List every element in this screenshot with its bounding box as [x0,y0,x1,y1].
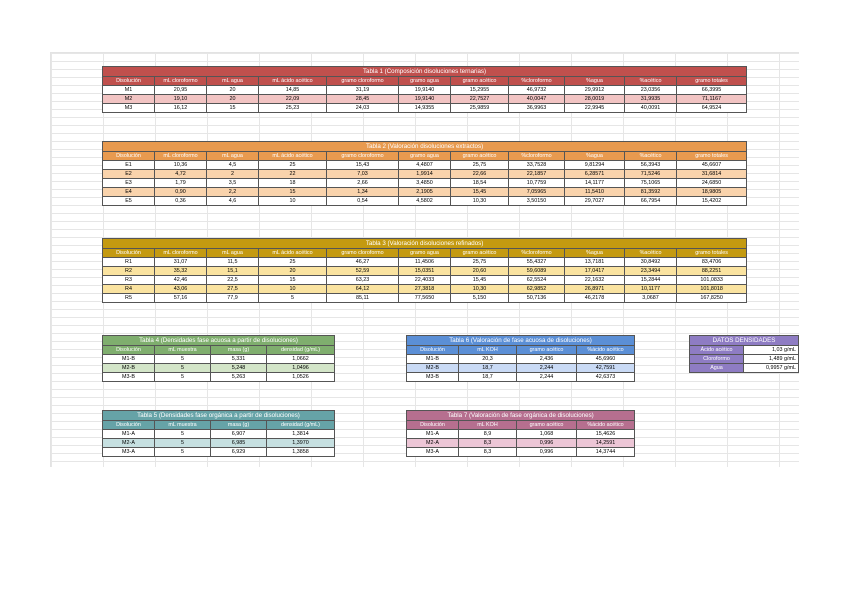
table-cell[interactable]: 2,1905 [399,188,451,197]
table-cell[interactable]: 25,75 [451,161,509,170]
table-cell[interactable]: 10,30 [451,197,509,206]
table-cell[interactable]: 1,068 [517,430,577,439]
table-row [103,294,747,303]
table-cell[interactable]: 57,16 [155,294,207,303]
table-cell[interactable]: 0,996 [517,439,577,448]
table-cell[interactable]: M1-A [103,430,155,439]
table-cell[interactable]: 25 [259,258,327,267]
table-cell[interactable]: 19,9140 [399,95,451,104]
table-cell[interactable]: M3-B [407,373,459,382]
table-cell[interactable]: 26,8971 [565,285,625,294]
t2-column-header: mL agua [207,152,259,161]
table-cell[interactable]: 20 [207,86,259,95]
table-cell[interactable]: 11,5410 [565,188,625,197]
table-cell[interactable]: E2 [103,170,155,179]
table-cell[interactable]: 71,1167 [677,95,747,104]
table-cell[interactable]: 22 [259,170,327,179]
table-cell[interactable]: 22,4033 [399,276,451,285]
table-cell[interactable]: 31,9935 [625,95,677,104]
table-cell[interactable]: 3,5 [207,179,259,188]
table-cell[interactable]: 15 [259,188,327,197]
t3-column-header: gramo acético [451,249,509,258]
t3-column-header: gramo totales [677,249,747,258]
table-cell[interactable]: 59,6089 [509,267,565,276]
table-cell[interactable]: M3 [103,104,155,113]
table-row [407,355,635,364]
table-cell[interactable]: 28,45 [327,95,399,104]
table-row [103,161,747,170]
table-cell[interactable]: 20 [207,95,259,104]
density-label[interactable]: Ácido acético [690,346,744,355]
table-cell[interactable]: 27,3818 [399,285,451,294]
table-cell[interactable]: 16,12 [155,104,207,113]
table-row [103,104,747,113]
t3-column-header: mL cloroformo [155,249,207,258]
table-cell[interactable]: 50,7136 [509,294,565,303]
table-cell[interactable]: M3-B [103,373,155,382]
t3-column-header: %acético [625,249,677,258]
table-4-densidades-acuosa [102,335,335,382]
table-row [103,355,335,364]
table-cell[interactable]: M3-A [103,448,155,457]
table-cell[interactable]: 10,36 [155,161,207,170]
table-row [103,430,335,439]
table-cell[interactable]: 5 [155,430,211,439]
table-cell[interactable]: 3,0687 [625,294,677,303]
density-label[interactable]: Agua [690,364,744,373]
table-3-refinados [102,238,747,303]
table-cell[interactable]: 15,2955 [451,86,509,95]
table-row [103,373,335,382]
table-cell[interactable]: 22,7527 [451,95,509,104]
t6-title: Tabla 6 (Valoración de fase acuosa de disoluciones) [407,336,635,346]
density-value[interactable]: 1,03 g/mL [744,346,799,355]
table-cell[interactable]: 15,4626 [577,430,635,439]
table-cell[interactable]: 15 [207,104,259,113]
t1-column-header: Disolución [103,77,155,86]
density-value[interactable]: 1,489 g/mL [744,355,799,364]
table-cell[interactable]: 0,36 [155,197,207,206]
table-cell[interactable]: M1-B [103,355,155,364]
table-cell[interactable]: 45,6960 [577,355,635,364]
table-cell[interactable]: 2,436 [517,355,577,364]
t7-column-header: Disolución [407,421,459,430]
table-1-composicion [102,66,747,113]
table-cell[interactable]: M1 [103,86,155,95]
table-cell[interactable]: 4,6 [207,197,259,206]
t2-column-header: %acético [625,152,677,161]
t6-column-header: %ácido acético [577,346,635,355]
table-cell[interactable]: 1,34 [327,188,399,197]
table-cell[interactable]: 9,81294 [565,161,625,170]
table-cell[interactable]: 3,4850 [399,179,451,188]
table-cell[interactable]: 2,244 [517,364,577,373]
table-cell[interactable]: E5 [103,197,155,206]
table-6-valoracion-acuosa [406,335,635,382]
t1-column-header: gramo acético [451,77,509,86]
table-row [103,95,747,104]
table-row [103,364,335,373]
table-cell[interactable]: 46,9732 [509,86,565,95]
table-row [103,267,747,276]
table-cell[interactable]: 25 [259,161,327,170]
t5-title: Tabla 5 (Densidades fase orgánica a partir de disoluciones) [103,411,335,421]
table-cell[interactable]: M2-A [103,439,155,448]
table-cell[interactable]: 24,03 [327,104,399,113]
table-cell[interactable]: 5 [155,355,211,364]
table-cell[interactable]: 52,59 [327,267,399,276]
table-row [103,86,747,95]
table-cell[interactable]: 14,1177 [565,179,625,188]
table-cell[interactable]: 1,0496 [267,364,335,373]
table-cell[interactable]: 14,2591 [577,439,635,448]
table-cell[interactable]: 22,9945 [565,104,625,113]
table-cell[interactable]: 40,0091 [625,104,677,113]
table-cell[interactable]: 46,2178 [565,294,625,303]
table-cell[interactable]: 25,23 [259,104,327,113]
table-cell[interactable]: 20,60 [451,267,509,276]
t1-column-header: mL ácido acético [259,77,327,86]
t1-column-header: mL cloroformo [155,77,207,86]
table-datos-densidades [689,335,799,373]
table-cell[interactable]: 18 [259,179,327,188]
table-cell[interactable]: E1 [103,161,155,170]
table-cell[interactable]: 40,0047 [509,95,565,104]
table-row [103,258,747,267]
table-cell[interactable]: 22,09 [259,95,327,104]
table-cell[interactable]: M1-B [407,355,459,364]
table-cell[interactable]: 22,5 [207,276,259,285]
table-cell[interactable]: R1 [103,258,155,267]
table-cell[interactable]: 35,32 [155,267,207,276]
table-cell[interactable]: 8,3 [459,439,517,448]
table-cell[interactable]: 15,1 [207,267,259,276]
t1-column-header: gramo totales [677,77,747,86]
table-cell[interactable]: 5 [155,364,211,373]
table-cell[interactable]: 5,263 [211,373,267,382]
table-row [690,346,799,355]
table-row [103,276,747,285]
table-cell[interactable]: 28,0019 [565,95,625,104]
table-cell[interactable]: 6,929 [211,448,267,457]
table-cell[interactable]: 55,4327 [509,258,565,267]
table-cell[interactable]: 22,1632 [565,276,625,285]
table-cell[interactable]: 14,9355 [399,104,451,113]
t4-column-header: densidad (g/mL) [267,346,335,355]
table-cell[interactable]: 56,3943 [625,161,677,170]
table-cell[interactable]: M1-A [407,430,459,439]
table-row [407,373,635,382]
table-cell[interactable]: M2-B [407,364,459,373]
table-5-densidades-organica [102,410,335,457]
table-cell[interactable]: 36,9963 [509,104,565,113]
table-cell[interactable]: 29,7027 [565,197,625,206]
table-cell[interactable]: 4,5 [207,161,259,170]
table-cell[interactable]: 15,45 [451,188,509,197]
table-cell[interactable]: 7,03 [327,170,399,179]
table-cell[interactable]: 1,9914 [399,170,451,179]
table-cell[interactable]: 18,7 [459,373,517,382]
table-cell[interactable]: 2,66 [327,179,399,188]
table-cell[interactable]: 66,3995 [677,86,747,95]
table-cell[interactable]: 62,9852 [509,285,565,294]
t2-column-header: %cloroformo [509,152,565,161]
table-cell[interactable]: 20,3 [459,355,517,364]
table-cell[interactable]: 5,331 [211,355,267,364]
table-cell[interactable]: 3,50150 [509,197,565,206]
table-cell[interactable]: 25,9859 [451,104,509,113]
t7-column-header: mL KOH [459,421,517,430]
table-cell[interactable]: 6,907 [211,430,267,439]
table-cell[interactable]: 1,79 [155,179,207,188]
table-cell[interactable]: M2-B [103,364,155,373]
table-cell[interactable]: 17,0417 [565,267,625,276]
table-cell[interactable]: 8,9 [459,430,517,439]
table-cell[interactable]: R3 [103,276,155,285]
t2-column-header: gramo acético [451,152,509,161]
table-cell[interactable]: 85,11 [327,294,399,303]
t3-column-header: %agua [565,249,625,258]
t5-column-header: densidad (g/mL) [267,421,335,430]
table-cell[interactable]: 1,3814 [267,430,335,439]
table-cell[interactable]: 42,46 [155,276,207,285]
table-cell[interactable]: 75,1065 [625,179,677,188]
table-cell[interactable]: 6,28571 [565,170,625,179]
table-cell[interactable]: 18,54 [451,179,509,188]
t3-title: Tabla 3 (Valoración disoluciones refinados) [103,239,747,249]
table-cell[interactable]: 23,0356 [625,86,677,95]
table-cell[interactable]: 4,5802 [399,197,451,206]
table-cell[interactable]: 45,6607 [677,161,747,170]
table-row [103,448,335,457]
table-cell[interactable]: 88,2251 [677,267,747,276]
table-cell[interactable]: 20,95 [155,86,207,95]
table-cell[interactable]: 13,7181 [565,258,625,267]
t2-column-header: gramo cloroformo [327,152,399,161]
table-cell[interactable]: 31,19 [327,86,399,95]
table-row [103,188,747,197]
table-cell[interactable]: 31,6814 [677,170,747,179]
table-cell[interactable]: 5 [259,294,327,303]
t1-column-header: %agua [565,77,625,86]
table-cell[interactable]: 6,985 [211,439,267,448]
table-cell[interactable]: 64,12 [327,285,399,294]
table-row [103,285,747,294]
t4-title: Tabla 4 (Densidades fase acuosa a partir de disoluciones) [103,336,335,346]
table-row [407,439,635,448]
dens-title: DATOS DENSIDADES [690,336,799,346]
table-cell[interactable]: 2,244 [517,373,577,382]
table-cell[interactable]: M3-A [407,448,459,457]
table-cell[interactable]: 15,4202 [677,197,747,206]
table-cell[interactable]: 101,0833 [677,276,747,285]
density-label[interactable]: Cloroformo [690,355,744,364]
table-7-valoracion-organica [406,410,635,457]
t7-column-header: gramo acético [517,421,577,430]
t4-column-header: mL muestra [155,346,211,355]
table-cell[interactable]: 15,2844 [625,276,677,285]
table-row [690,364,799,373]
table-cell[interactable]: 31,07 [155,258,207,267]
t1-column-header: mL agua [207,77,259,86]
table-cell[interactable]: 15 [259,276,327,285]
table-cell[interactable]: 10,1177 [625,285,677,294]
table-cell[interactable]: 5,248 [211,364,267,373]
table-cell[interactable]: 23,3494 [625,267,677,276]
t2-column-header: gramo totales [677,152,747,161]
table-cell[interactable]: M2 [103,95,155,104]
t2-column-header: mL cloroformo [155,152,207,161]
t5-column-header: Disolución [103,421,155,430]
table-cell[interactable]: 46,27 [327,258,399,267]
table-cell[interactable]: 24,6850 [677,179,747,188]
t4-column-header: masa (g) [211,346,267,355]
t6-column-header: Disolución [407,346,459,355]
table-cell[interactable]: 43,06 [155,285,207,294]
t2-column-header: %agua [565,152,625,161]
t1-title: Tabla 1 (Composición disoluciones ternarias) [103,67,747,77]
table-cell[interactable]: 19,9140 [399,86,451,95]
table-cell[interactable]: 1,0662 [267,355,335,364]
table-cell[interactable]: 1,0526 [267,373,335,382]
t3-column-header: gramo agua [399,249,451,258]
table-row [103,179,747,188]
table-cell[interactable]: 1,3970 [267,439,335,448]
table-row [103,170,747,179]
t2-column-header: mL ácido acético [259,152,327,161]
table-row [690,355,799,364]
table-cell[interactable]: 15,45 [451,276,509,285]
t5-column-header: mL muestra [155,421,211,430]
table-cell[interactable]: 0,90 [155,188,207,197]
t2-title: Tabla 2 (Valoración disoluciones extractos) [103,142,747,152]
table-cell[interactable]: 42,6373 [577,373,635,382]
table-cell[interactable]: 83,4706 [677,258,747,267]
table-cell[interactable]: 27,5 [207,285,259,294]
t3-column-header: mL ácido acético [259,249,327,258]
table-cell[interactable]: 8,3 [459,448,517,457]
t1-column-header: gramo cloroformo [327,77,399,86]
table-cell[interactable]: M2-A [407,439,459,448]
table-cell[interactable]: 5 [155,373,211,382]
table-cell[interactable]: 20 [259,267,327,276]
table-cell[interactable]: 15,43 [327,161,399,170]
table-cell[interactable]: 10,7759 [509,179,565,188]
table-cell[interactable]: 33,7528 [509,161,565,170]
t6-column-header: mL KOH [459,346,517,355]
table-cell[interactable]: 0,996 [517,448,577,457]
t7-title: Tabla 7 (Valoración de fase orgánica de disoluciones) [407,411,635,421]
t1-column-header: %acético [625,77,677,86]
table-cell[interactable]: 1,3858 [267,448,335,457]
table-cell[interactable]: 77,5650 [399,294,451,303]
table-cell[interactable]: R2 [103,267,155,276]
table-row [407,364,635,373]
t3-column-header: %cloroformo [509,249,565,258]
density-value[interactable]: 0,9957 g/mL [744,364,799,373]
table-cell[interactable]: 7,05965 [509,188,565,197]
t7-column-header: %ácido acético [577,421,635,430]
table-cell[interactable]: 19,10 [155,95,207,104]
table-cell[interactable]: 25,75 [451,258,509,267]
table-cell[interactable]: 10 [259,285,327,294]
t3-column-header: mL agua [207,249,259,258]
table-cell[interactable]: 11,4506 [399,258,451,267]
t2-column-header: gramo agua [399,152,451,161]
table-cell[interactable]: 4,4807 [399,161,451,170]
table-cell[interactable]: 63,23 [327,276,399,285]
t4-column-header: Disolución [103,346,155,355]
t1-column-header: %cloroformo [509,77,565,86]
table-cell[interactable]: 81,3592 [625,188,677,197]
t6-column-header: gramo acético [517,346,577,355]
table-cell[interactable]: 167,8250 [677,294,747,303]
table-cell[interactable]: 10 [259,197,327,206]
table-cell[interactable]: 5 [155,448,211,457]
table-row [103,439,335,448]
table-cell[interactable]: 62,5524 [509,276,565,285]
table-cell[interactable]: 30,8492 [625,258,677,267]
table-cell[interactable]: 11,5 [207,258,259,267]
table-cell[interactable]: 77,9 [207,294,259,303]
table-cell[interactable]: 42,7591 [577,364,635,373]
table-cell[interactable]: E3 [103,179,155,188]
table-cell[interactable]: 71,5246 [625,170,677,179]
table-cell[interactable]: R4 [103,285,155,294]
table-row [407,430,635,439]
table-cell[interactable]: 29,9912 [565,86,625,95]
table-row [103,197,747,206]
t1-column-header: gramo agua [399,77,451,86]
table-cell[interactable]: 2 [207,170,259,179]
table-cell[interactable]: 66,7954 [625,197,677,206]
table-cell[interactable]: 2,2 [207,188,259,197]
table-cell[interactable]: 22,1857 [509,170,565,179]
table-cell[interactable]: 14,85 [259,86,327,95]
table-row [407,448,635,457]
table-cell[interactable]: 10,30 [451,285,509,294]
t5-column-header: masa (g) [211,421,267,430]
t3-column-header: gramo cloroformo [327,249,399,258]
table-2-extractos [102,141,747,206]
table-cell[interactable]: 22,66 [451,170,509,179]
table-cell[interactable]: 18,7 [459,364,517,373]
table-cell[interactable]: R5 [103,294,155,303]
table-cell[interactable]: 18,9805 [677,188,747,197]
table-cell[interactable]: 64,9524 [677,104,747,113]
table-cell[interactable]: 4,72 [155,170,207,179]
table-cell[interactable]: 101,8018 [677,285,747,294]
t2-column-header: Disolución [103,152,155,161]
table-cell[interactable]: E4 [103,188,155,197]
table-cell[interactable]: 15,0351 [399,267,451,276]
table-cell[interactable]: 0,54 [327,197,399,206]
table-cell[interactable]: 5,150 [451,294,509,303]
table-cell[interactable]: 5 [155,439,211,448]
t3-column-header: Disolución [103,249,155,258]
table-cell[interactable]: 14,3744 [577,448,635,457]
